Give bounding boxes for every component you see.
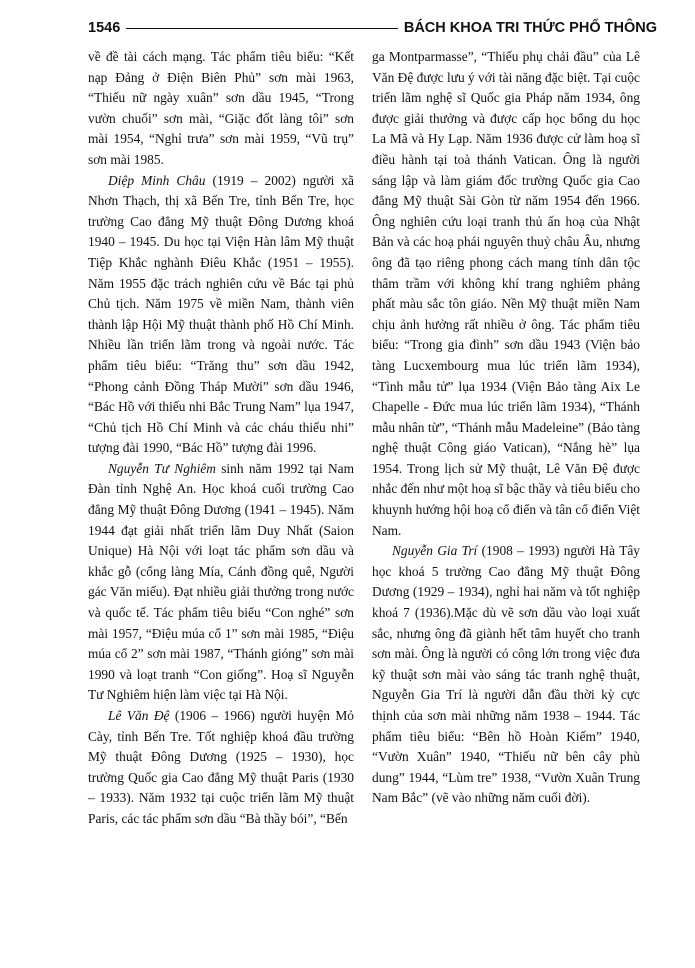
artist-name: Lê Văn Đệ <box>108 708 170 723</box>
paragraph-continuation <box>372 47 640 541</box>
paragraph-text: (1908 – 1993) người Hà Tây học khoá 5 trường Cao đẳng Mỹ thuật Đông Dương (1929 – 1934), nghỉ hai năm và tốt nghiệp khoá 7 (1936).Mặc dù vẽ sơn dầu vào loại xuất sắc, nhưng ông đã giành hết tâm huyết cho tranh sơn mài. Ông là người có công lớn trong việc đưa kỹ thuật sơn mài vào sáng tác tranh nghệ thuật, Nguyễn Gia Trí là người dẫn đầu thời kỳ cực thịnh của sơn mài những năm 1938 – 1944. Tác phẩm tiêu biểu: “Bên hồ Hoàn Kiếm” 1940, “Vườn Xuân” 1940, “Thiếu nữ bên cây phù dung” 1944, “Lùm tre” 1938, “Vườn Xuân Trung Nam Bắc” (vẽ vào những năm cuối đời). <box>372 543 641 806</box>
entry-paragraph <box>88 171 354 459</box>
paragraph-text: (1906 – 1966) người huyện Mỏ Cày, tỉnh Bến Tre. Tốt nghiệp khoá đầu trường Mỹ thuật Đông Dương (1925 – 1930), học trường Quốc gia Cao đẳng Mỹ thuật Paris (1930 – 1933). Năm 1932 tại cuộc triển lãm Mỹ thuật Paris, các tác phẩm sơn dầu “Bà thầy bói”, “Bến <box>88 708 354 826</box>
paragraph-text: sinh năm 1992 tại Nam Đàn tỉnh Nghệ An. Học khoá cuối trường Cao đẳng Mỹ thuật Đông Dương (1941 – 1945). Năm 1944 đạt giải nhất triển lãm Duy Nhất (Saion Unique) Hà Nội với loạt tác phẩm sơn dầu và khắc gỗ (cổng làng Mía, Cánh đồng quê, Người gác Văn miếu). Đạt nhiều giải thưởng trong nước và quốc tế. Tác phẩm tiêu biểu “Con nghé” sơn mài 1957, “Điệu múa cổ 1” sơn mài 1985, “Điệu múa cổ 2” sơn mài 1987, “Thánh gióng” sơn mài 1990 và loạt tranh “Con giống”. Hoạ sĩ Nguyễn Tư Nghiêm hiện làm việc tại Hà Nội. <box>88 460 354 703</box>
header-rule <box>126 28 398 29</box>
paragraph-text: (1919 – 2002) người xã Nhơn Thạch, thị xã Bến Tre, tỉnh Bến Tre, học trường Cao đẳng Mỹ thuật Đông Dương khoá 1940 – 1945. Du học tại Viện Hàn lâm Mỹ thuật Tiệp Khắc nghành Điêu Khắc (1951 – 1955). Năm 1955 đặc trách nghiên cứu về Bác tại phủ Chủ tịch. Năm 1975 về miền Nam, thành viên thành lập Hội Mỹ thuật thành phố Hồ Chí Minh. Nhiều lần triển lãm trong và ngoài nước. Tác phẩm tiêu biểu: “Trăng thu” sơn dầu 1942, “Phong cảnh Đồng Tháp Mười” sơn dầu 1946, “Bác Hồ với thiếu nhi Bắc Trung Nam” lụa 1947, “Chủ tịch Hồ Chí Minh và các cháu thiếu nhi” tượng đài 1990, “Bác Hồ” tượng đài 1996. <box>88 172 354 456</box>
page-number: 1546 <box>88 20 121 36</box>
artist-name: Nguyễn Tư Nghiêm <box>108 460 216 476</box>
right-column <box>372 47 640 809</box>
running-header <box>88 18 657 38</box>
paragraph-text: ga Montparmasse”, “Thiếu phụ chải đầu” của Lê Văn Đệ được lưu ý với tài năng đặc biệt. Tại cuộc triển lãm nghệ sĩ Quốc gia Pháp năm 1934, ông được giải thưởng và được cấp học bổng du học La Mã và Hy Lạp. Năm 1936 được cử làm hoạ sĩ điều hành tại toà thánh Vatican. Ông là người sáng lập và làm giám đốc trường Quốc gia Cao đẳng Mỹ thuật Sài Gòn từ năm 1954 đến 1966. Ông nghiên cứu loại tranh thủ ấn hoạ của Nhật Bản và các hoạ phái nguyên thuỷ châu Âu, nhưng ông đã tạo riêng phong cách mang tính dân tộc thâm trầm với không khí trang nghiêm phảng phất màu sắc tôn giáo. Nền Mỹ thuật miền Nam chịu ảnh hưởng rất nhiều ở ông. Tác phẩm tiêu biểu: “Trong gia đình” sơn dầu 1943 (Viện bảo tàng Lucxembourg mua lúc triển lãm 1934), “Tình mẫu tử” lụa 1934 (Viện Bảo tàng Aix Le Chapelle - Đức mua lúc triển lãm 1934), “Thánh mẫu nhân từ”, “Thánh mẫu Madeleine” (Bảo tàng nghệ thuật Công giáo Vatican), “Nắng hè” lụa 1954. Trong lịch sử Mỹ thuật, Lê Văn Đệ được nhắc đến như một hoạ sĩ bậc thầy và tiêu biểu cho khuynh hướng hội hoạ cổ điển và tân cổ điển Việt Nam. <box>372 49 640 538</box>
entry-paragraph <box>88 459 354 706</box>
entry-paragraph <box>88 706 354 830</box>
book-title: BÁCH KHOA TRI THỨC PHỔ THÔNG <box>403 20 657 36</box>
entry-paragraph <box>372 541 640 809</box>
paragraph-continuation <box>88 47 354 171</box>
artist-name: Diệp Minh Châu <box>108 172 206 188</box>
artist-name: Nguyễn Gia Trí <box>392 543 478 559</box>
paragraph-text: về đề tài cách mạng. Tác phẩm tiêu biểu: “Kết nạp Đảng ở Điện Biên Phủ” sơn mài 1963, “Thiếu nữ ngày xuân” sơn dầu 1945, “Trong vườn chuối” sơn mài, “Giặc đốt làng tôi” sơn mài 1954, “Nghỉ trưa” sơn mài 1959, “Vũ trụ” sơn mài 1985. <box>88 49 354 167</box>
left-column <box>88 47 354 830</box>
